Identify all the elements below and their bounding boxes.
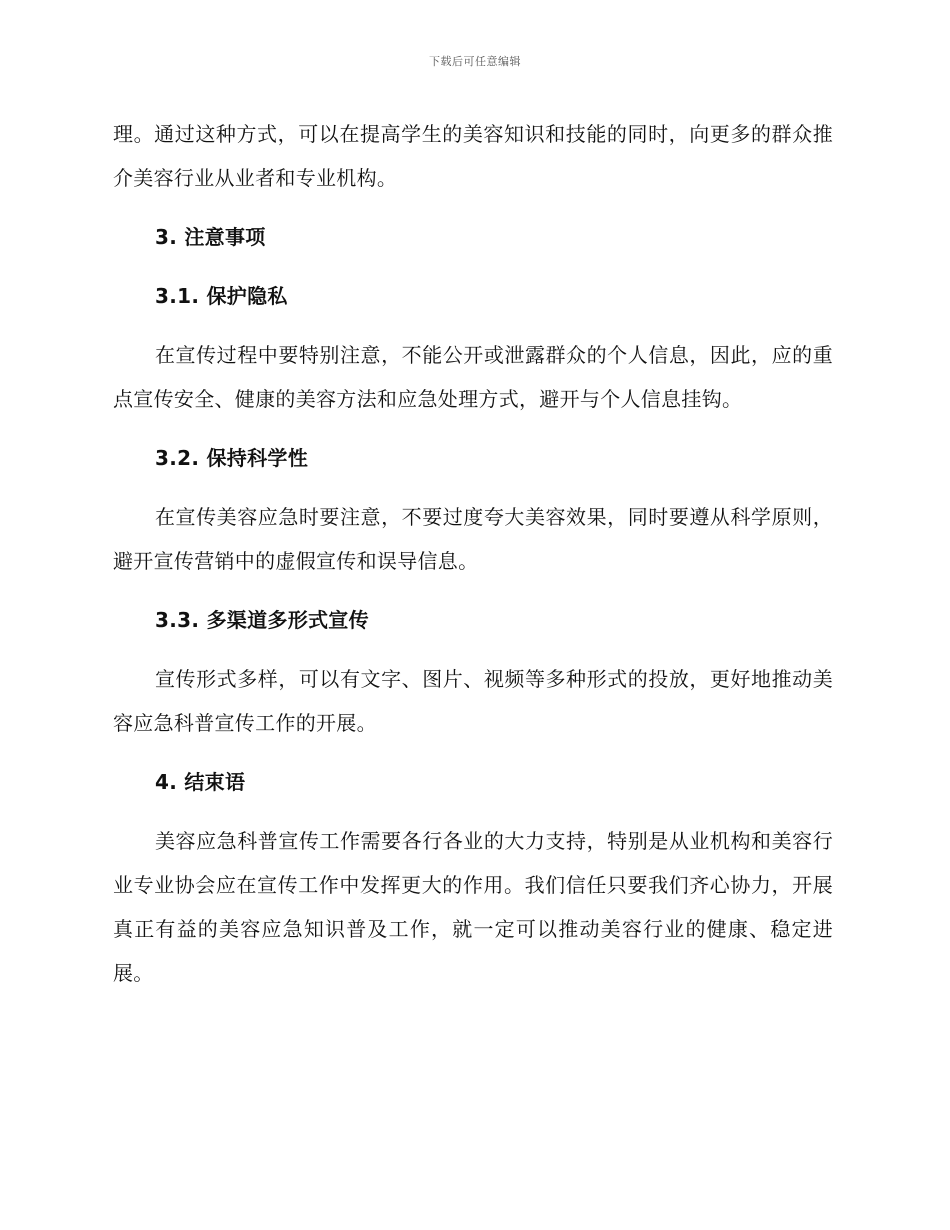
paragraph-conclusion: 美容应急科普宣传工作需要各行各业的大力支持，特别是从业机构和美容行业专业协会应在宣传工作中发挥更大的作用。我们信任只要我们齐心协力，开展真正有益的美容应急知识普及工作，就一定可以推动美容行业的健康、稳定进展。	[113, 829, 833, 985]
section-heading-4: 4. 结束语	[155, 770, 246, 794]
paragraph-multichannel: 宣传形式多样，可以有文字、图片、视频等多种形式的投放，更好地推动美容应急科普宣传工作的开展。	[113, 667, 833, 735]
subsection-heading-3-2: 3.2. 保持科学性	[155, 446, 308, 470]
paragraph-privacy: 在宣传过程中要特别注意，不能公开或泄露群众的个人信息，因此，应的重点宣传安全、健康的美容方法和应急处理方式，避开与个人信息挂钩。	[113, 343, 833, 411]
paragraph-intro: 理。通过这种方式，可以在提高学生的美容知识和技能的同时，向更多的群众推介美容行业从业者和专业机构。	[113, 122, 833, 190]
paragraph-scientific: 在宣传美容应急时要注意，不要过度夸大美容效果，同时要遵从科学原则，避开宣传营销中的虚假宣传和误导信息。	[113, 505, 833, 573]
page-header-caption: 下载后可任意编辑	[429, 55, 521, 68]
document-body	[113, 112, 833, 1010]
subsection-heading-3-1: 3.1. 保护隐私	[155, 284, 288, 308]
subsection-heading-3-3: 3.3. 多渠道多形式宣传	[155, 608, 369, 632]
section-heading-3: 3. 注意事项	[155, 225, 266, 249]
